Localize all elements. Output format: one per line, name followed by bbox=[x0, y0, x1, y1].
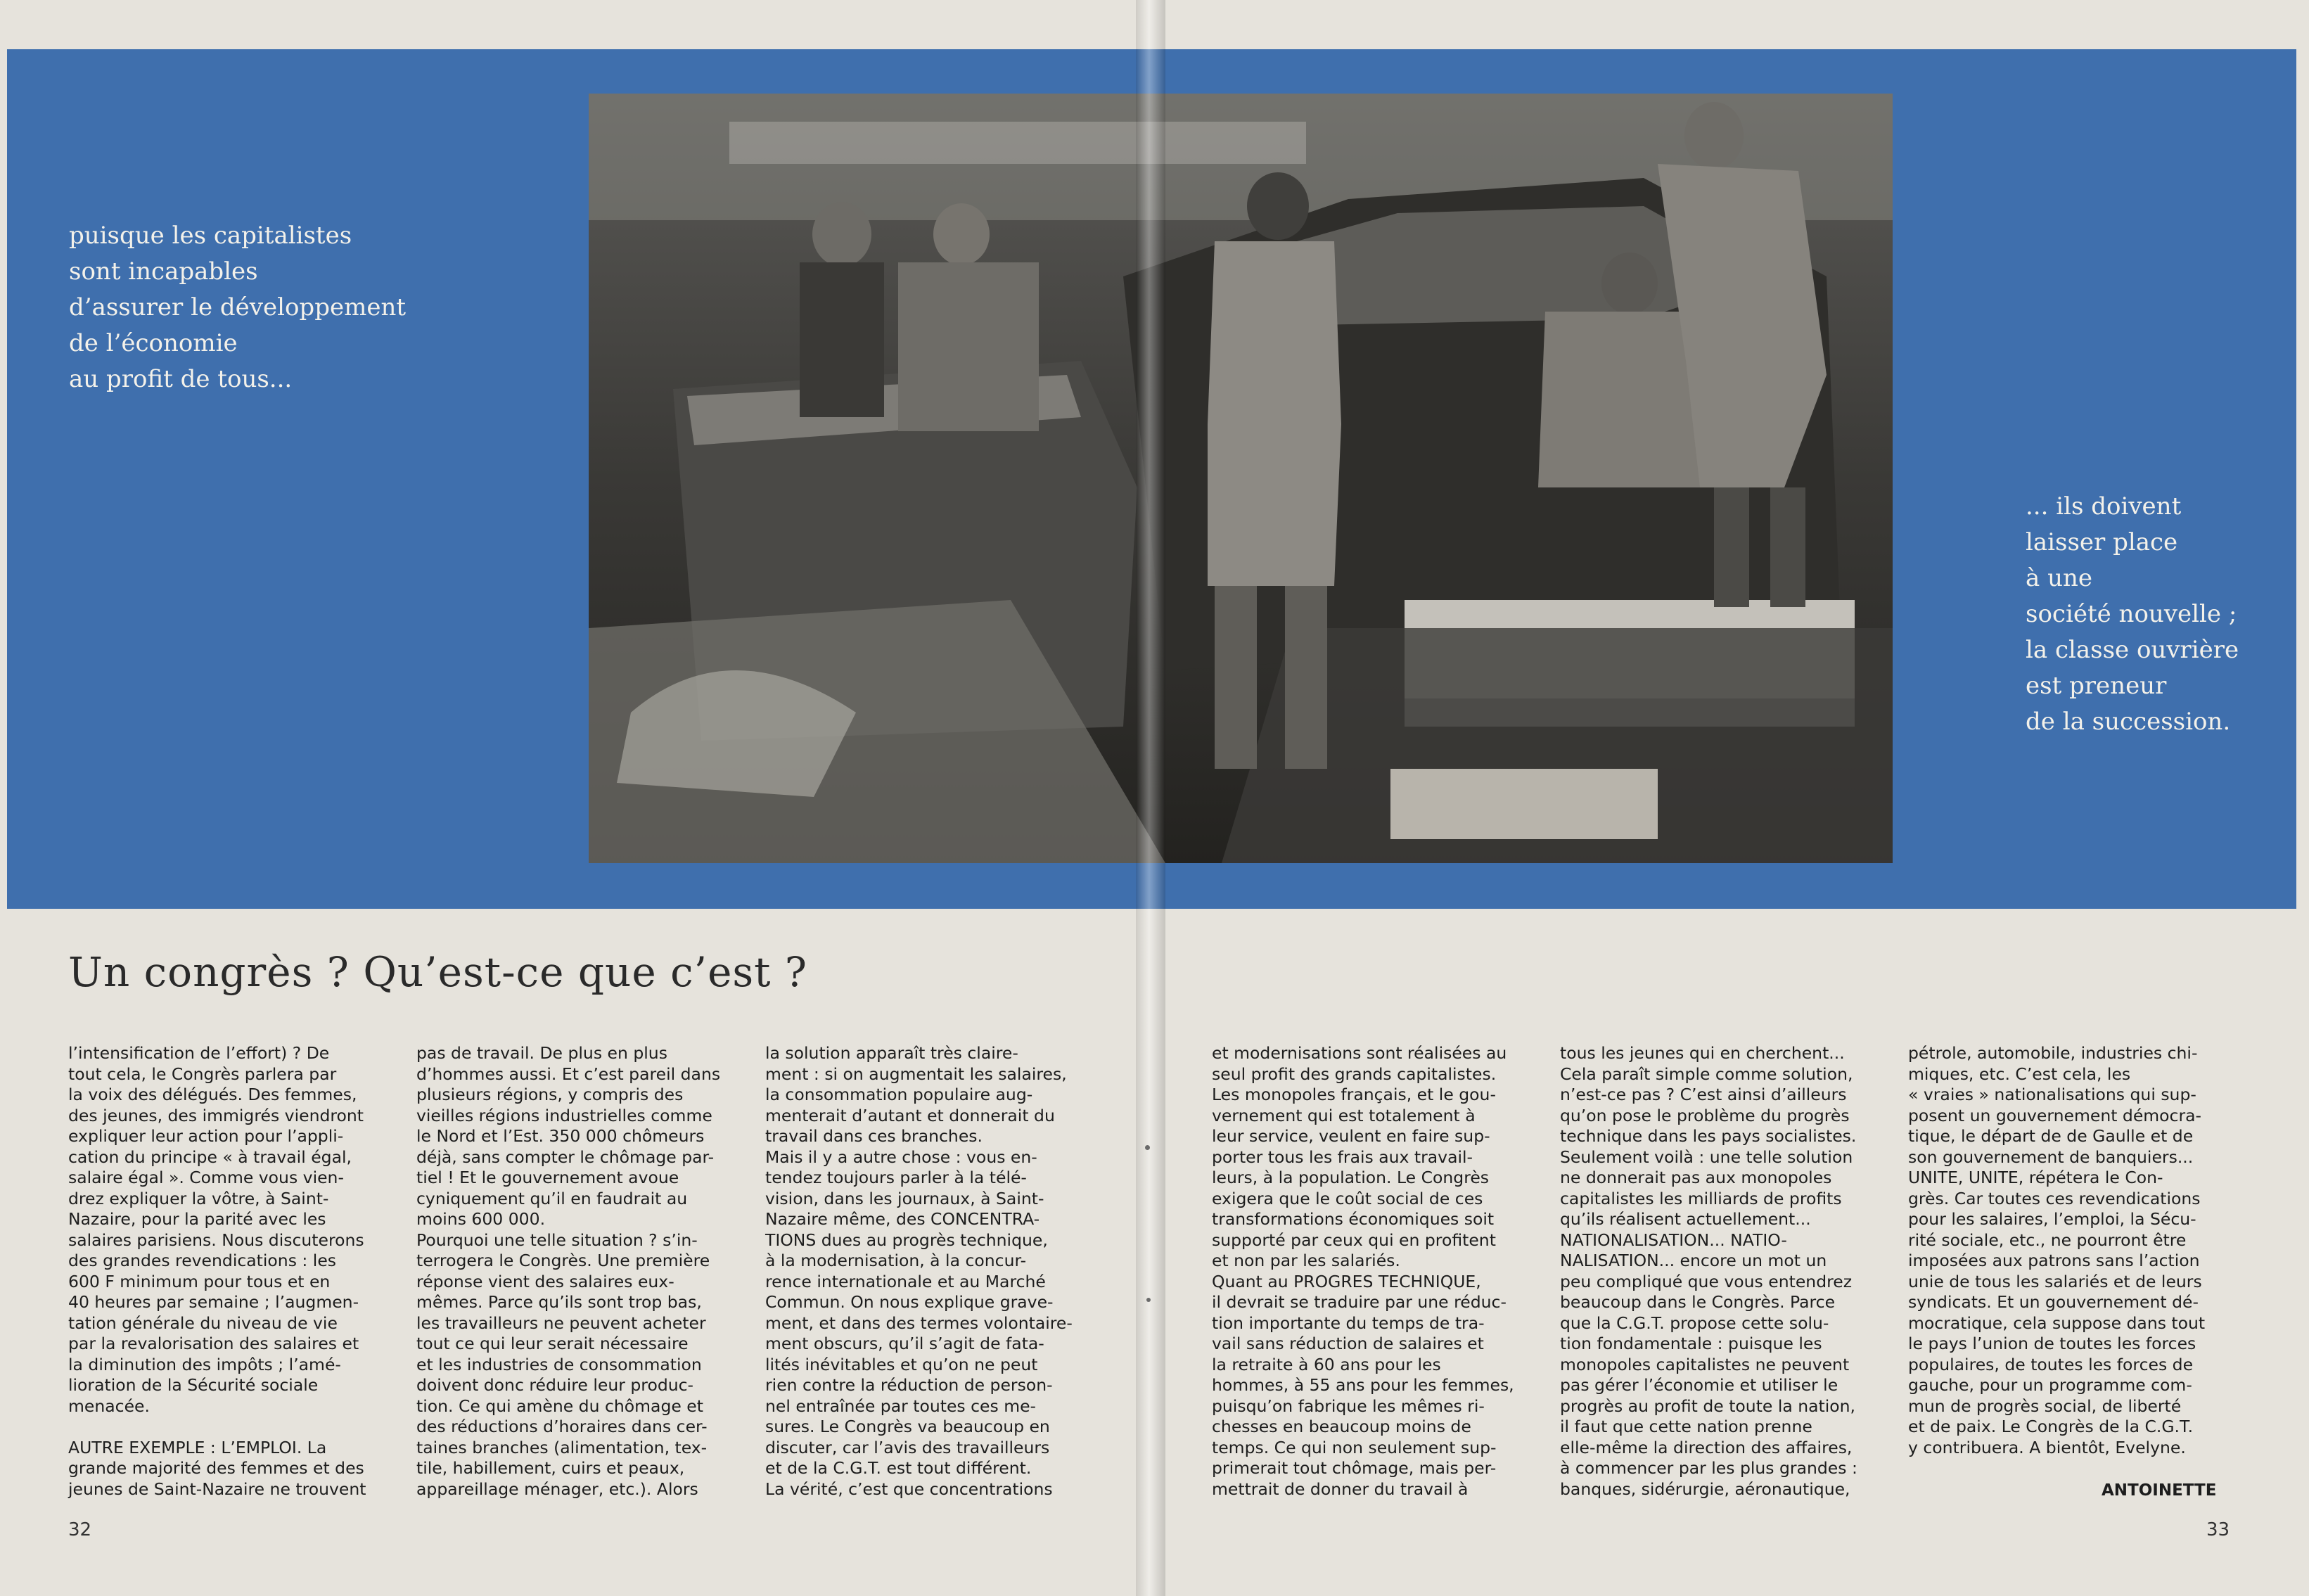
left-caption: puisque les capitalistes sont incapables d’assurer le développement de l’économie au profit de tous... bbox=[69, 222, 407, 393]
print-speck bbox=[1145, 1145, 1150, 1150]
right-caption: ... ils doivent laisser place à une société nouvelle ; la classe ouvrière est preneur de la succession. bbox=[2026, 492, 2239, 736]
author-signature: ANTOINETTE bbox=[2102, 1481, 2217, 1500]
page-number-left: 32 bbox=[68, 1519, 92, 1540]
text-column-3: la solution apparaît très claire- ment : si on augmentait les salaires, la consommation populaire aug- menterait d’autant et donnerait du travail dans ces branches. Mais il y a autre chose : vous en- tendez toujours parler à la télé- vision, dans les journaux, à Saint- Nazaire même, des CONCENTRA- TIONS dues au progrès technique, à la modernisation, à la concur- rence internationale et au Marché Commun. On nous explique grave- ment, et dans des termes volontaire- ment obscurs, qu’il s’agit de fata- lités inévitables et qu’on ne peut rien contre la réduction de person- nel entraînée par toutes ces me- sures. Le Congrès va beaucoup en discuter, car l’avis des travailleurs et de la C.G.T. est tout différent. La vérité, c’est que concentrations bbox=[765, 1043, 1073, 1499]
print-speck bbox=[1146, 1298, 1151, 1302]
factory-photo bbox=[589, 94, 1893, 863]
factory-workers-illustration bbox=[589, 94, 1893, 863]
page-number-right: 33 bbox=[2206, 1519, 2230, 1540]
article-headline: Un congrès ? Qu’est-ce que c’est ? bbox=[68, 948, 808, 996]
spread-gutter bbox=[1136, 0, 1165, 1596]
text-column-2: pas de travail. De plus en plus d’hommes aussi. Et c’est pareil dans plusieurs régions, y compris des vieilles régions industrielles comme le Nord et l’Est. 350 000 chômeurs déjà, sans compter le chômage par- tiel ! Et le gouvernement avoue cyniquement qu’il en faudrait au moins 600 000. Pourquoi une telle situation ? s’in- terrogera le Congrès. Une première réponse vient des salaires eux- mêmes. Parce qu’ils sont trop bas, les travailleurs ne peuvent acheter tout ce qui leur serait nécessaire et les industries de consommation doivent donc réduire leur produc- tion. Ce qui amène du chômage et des réductions d’horaires dans cer- taines branches (alimentation, tex- tile, habillement, cuirs et peaux, appareillage ménager, etc.). Alors bbox=[416, 1043, 721, 1499]
text-column-6: pétrole, automobile, industries chi- miques, etc. C’est cela, les « vraies » nationalisations qui sup- posent un gouvernement démocra- tique, le départ de de Gaulle et de son gouvernement de banquiers... UNITE, UNITE, répétera le Con- grès. Car toutes ces revendications pour les salaires, l’emploi, la Sécu- rité sociale, etc., ne pourront être imposées aux patrons sans l’action unie de tous les salariés et de leurs syndicats. Et un gouvernement dé- mocratique, cela suppose dans tout le pays l’union de toutes les forces populaires, de toutes les forces de gauche, pour un programme com- mun de progrès social, de liberté et de paix. Le Congrès de la C.G.T. y contribuera. A bientôt, Evelyne. bbox=[1908, 1043, 2206, 1457]
text-column-4: et modernisations sont réalisées au seul profit des grands capitalistes. Les monopoles français, et le gou- vernement qui est totalement à leur service, veulent en faire sup- porter tous les frais aux travail- leurs, à la population. Le Congrès exigera que le coût social de ces transformations économiques soit supporté par ceux qui en profitent et non par les salariés. Quant au PROGRES TECHNIQUE, il devrait se traduire par une réduc- tion importante du temps de tra- vail sans réduction de salaires et la retraite à 60 ans pour les hommes, à 55 ans pour les femmes, puisqu’on fabrique les mêmes ri- chesses en beaucoup moins de temps. Ce qui non seulement sup- primerait tout chômage, mais per- mettrait de donner du travail à bbox=[1212, 1043, 1514, 1499]
text-column-1: l’intensification de l’effort) ? De tout cela, le Congrès parlera par la voix des délégués. Des femmes, des jeunes, des immigrés viendront expliquer leur action pour l’appli- cation du principe « à travail égal, salaire égal ». Comme vous vien- drez expliquer la vôtre, à Saint- Nazaire, pour la parité avec les salaires parisiens. Nous discuterons des grandes revendications : les 600 F minimum pour tous et en 40 heures par semaine ; l’augmen- tation générale du niveau de vie par la revalorisation des salaires et la diminution des impôts ; l’amé- lioration de la Sécurité sociale menacée. AUTRE EXEMPLE : L’EMPLOI. La grande majorité des femmes et des jeunes de Saint-Nazaire ne trouvent bbox=[68, 1043, 366, 1499]
text-column-5: tous les jeunes qui en cherchent... Cela paraît simple comme solution, n’est-ce pas ? C’est ainsi d’ailleurs qu’on pose le problème du progrès technique dans les pays socialistes. Seulement voilà : une telle solution ne donnerait pas aux monopoles capitalistes les milliards de profits qu’ils réalisent actuellement... NATIONALISATION... NATIO- NALISATION... encore un mot un peu compliqué que vous entendrez beaucoup dans le Congrès. Parce que la C.G.T. propose cette solu- tion fondamentale : puisque les monopoles capitalistes ne peuvent pas gérer l’économie et utiliser le progrès au profit de toute la nation, il faut que cette nation prenne elle-même la direction des affaires, à commencer par les plus grandes : banques, sidérurgie, aéronautique, bbox=[1560, 1043, 1857, 1499]
